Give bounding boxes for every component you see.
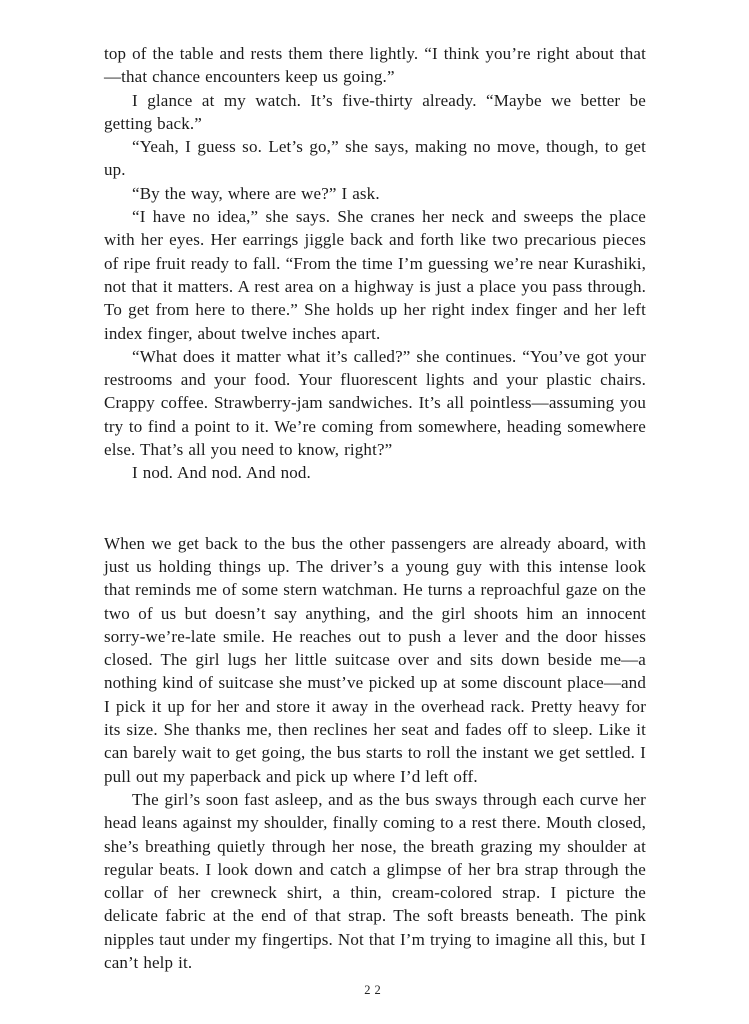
paragraph: I nod. And nod. And nod. (132, 463, 311, 483)
paragraph: When we get back to the bus the other passengers are already aboard, with just us holding things up. The driver’s a young guy with this intense look that reminds me of some stern watchman. He turns a reproachful gaze on the two of us but doesn’t say anything, and the girl shoots him an innocent sorry-we’re-late smile. He reaches out to push a lever and the door hisses closed. The girl lugs her little suitcase over and sits down beside me—a nothing kind of suitcase she must’ve picked up at some discount place—and I pick it up for her and store it away in the overhead rack. Pretty heavy for its size. She thanks me, then reclines her seat and fades off to sleep. Like it can barely wait to get going, the bus starts to roll the instant we get settled. I pull out my paperback and pick up where I’d left off. (104, 533, 646, 786)
paragraph: “I have no idea,” she says. She cranes her neck and sweeps the place with her eyes. Her earrings jiggle back and forth like two precarious pieces of ripe fruit ready to fall. “From the time I’m guessing we’re near Kurashiki, not that it matters. A rest area on a highway is just a place you pass through. To get from here to there.” She holds up her right index finger and her left index finger, about twelve inches apart. (104, 207, 646, 343)
section (104, 42, 646, 485)
paragraph: I glance at my watch. It’s five-thirty already. “Maybe we better be getting back.” (104, 90, 646, 133)
paragraph: “What does it matter what it’s called?” she continues. “You’ve got your restrooms and your food. Your fluorescent lights and your plastic chairs. Crappy coffee. Strawberry-jam sandwiches. It’s all pointless—assuming you try to find a point to it. We’re coming from somewhere, heading somewhere else. That’s all you need to know, right?” (104, 346, 646, 460)
section (104, 532, 646, 975)
paragraph: “Yeah, I guess so. Let’s go,” she says, making no move, though, to get up. (104, 137, 646, 180)
page-number: 22 (364, 983, 385, 997)
text-block (104, 42, 646, 974)
paragraph: top of the table and rests them there lightly. “I think you’re right about that—that chance encounters keep us going.” (104, 44, 646, 87)
paragraph: “By the way, where are we?” I ask. (132, 183, 380, 203)
paragraph: The girl’s soon fast asleep, and as the bus sways through each curve her head leans against my shoulder, finally coming to a rest there. Mouth closed, she’s breathing quietly through her nose, the breath grazing my shoulder at regular beats. I look down and catch a glimpse of her bra strap through the collar of her crewneck shirt, a thin, cream-colored strap. I picture the delicate fabric at the end of that strap. The soft breasts beneath. The pink nipples taut under my fingertips. Not that I’m trying to imagine all this, but I can’t help it. (104, 789, 646, 972)
